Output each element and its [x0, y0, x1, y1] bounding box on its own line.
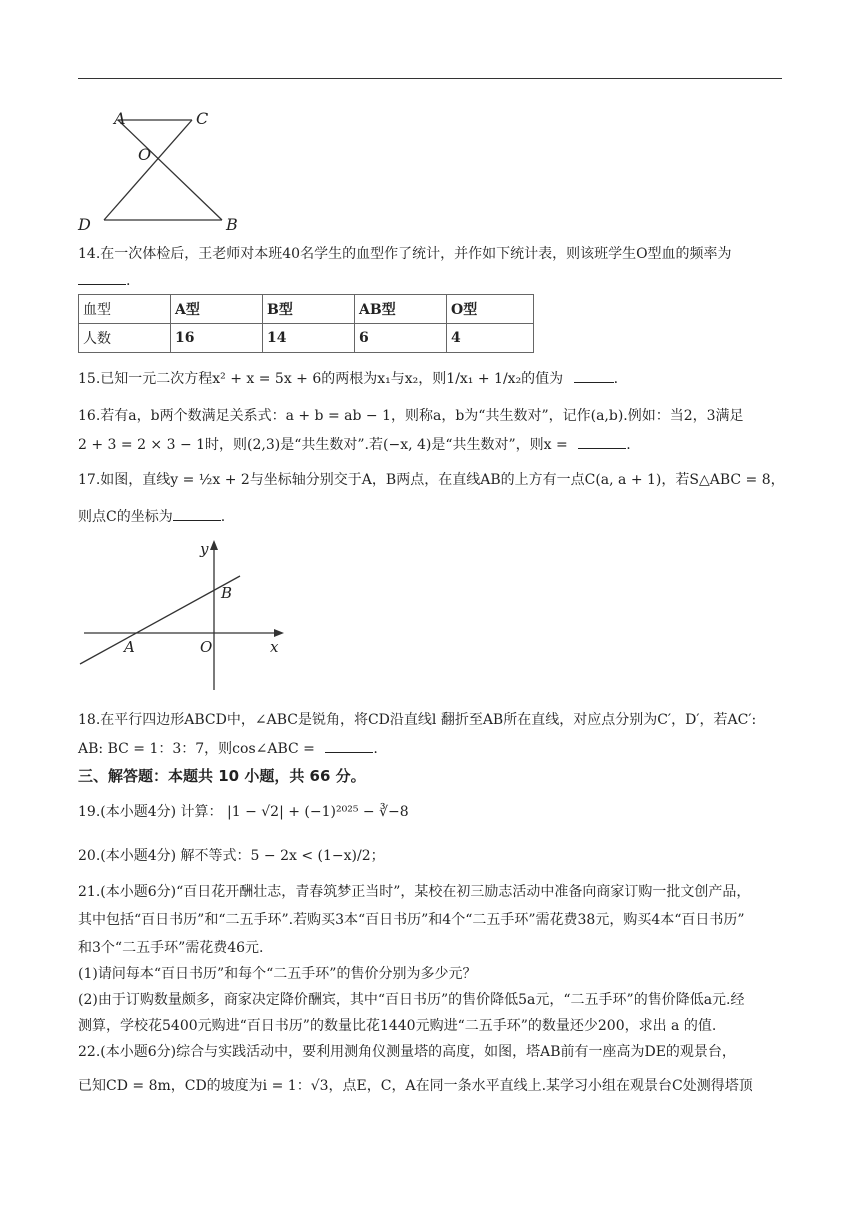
- q22-line1: 22.(本小题6分)综合与实践活动中，要利用测角仪测量塔的高度，如图，塔AB前有一座高为DE的观景台，: [78, 1044, 736, 1060]
- coordinate-figure: [78, 536, 298, 696]
- table-cell: 6: [355, 324, 447, 353]
- answer-blank[interactable]: [173, 506, 221, 521]
- q14-end: .: [126, 273, 131, 289]
- label-a: A: [114, 109, 126, 128]
- table-cell: 4: [447, 324, 534, 353]
- section-title: 三、解答题：本题共 10 小题，共 66 分。: [78, 767, 366, 785]
- q21-sub1: (1)请问每本“百日书历”和每个“二五手环”的售价分别为多少元？: [78, 966, 477, 982]
- q18-end: .: [373, 741, 378, 757]
- table-cell: A型: [171, 295, 263, 324]
- table-cell: 14: [263, 324, 355, 353]
- label-d: D: [78, 215, 91, 234]
- q21-line3: 和3个“二五手环”需花费46元.: [78, 940, 264, 956]
- label-a: A: [124, 638, 135, 656]
- table-cell: B型: [263, 295, 355, 324]
- q17-line2: [78, 506, 225, 527]
- table-row: [79, 295, 534, 324]
- q17-end: .: [220, 509, 226, 525]
- answer-blank[interactable]: [78, 270, 126, 285]
- axis-label-y: y: [200, 540, 209, 558]
- header-rule: [78, 78, 782, 79]
- table-cell: 血型: [79, 295, 171, 324]
- q14-line2: [78, 270, 130, 291]
- answer-blank[interactable]: [578, 434, 626, 449]
- label-o: O: [200, 638, 213, 656]
- q15-line: [78, 368, 618, 389]
- q18-line1: 18.在平行四边形ABCD中，∠ABC是锐角，将CD沿直线l 翻折至AB所在直线，对应点分别为C′，D′，若AC′:: [78, 712, 757, 728]
- triangle-figure: [74, 104, 254, 234]
- table-cell: O型: [447, 295, 534, 324]
- q16-text: 2 + 3 = 2 × 3 − 1时，则(2,3)是“共生数对”.若(−x, 4)是“共生数对”，则x =: [78, 437, 568, 453]
- label-c: C: [196, 109, 209, 128]
- q16-line1: 16.若有a，b两个数满足关系式：a + b = ab − 1，则称a，b为“共生数对”，记作(a,b).例如：当2，3满足: [78, 408, 744, 424]
- label-b: B: [226, 215, 238, 234]
- q16-line2: [78, 434, 631, 455]
- q18-text: AB: BC = 1：3：7，则cos∠ABC =: [78, 741, 315, 757]
- label-b: B: [221, 584, 233, 602]
- answer-blank[interactable]: [325, 738, 373, 753]
- label-o: O: [138, 145, 152, 164]
- q18-line2: [78, 738, 378, 759]
- q22-line2: 已知CD = 8m，CD的坡度为i = 1：√3，点E，C，A在同一条水平直线上.某学习小组在观景台C处测得塔顶: [78, 1078, 753, 1094]
- q17-text: 则点C的坐标为: [78, 509, 173, 525]
- q21-sub2b: 测算，学校花5400元购进“百日书历”的数量比花1440元购进“二五手环”的数量还少200，求出 a 的值.: [78, 1018, 717, 1034]
- axis-label-x: x: [270, 638, 279, 656]
- q20-line: 20.(本小题4分) 解不等式：5 − 2x < (1−x)/2；: [78, 848, 385, 864]
- q21-line1: 21.(本小题6分)“百日花开酬壮志，青春筑梦正当时”，某校在初三励志活动中准备向商家订购一批文创产品，: [78, 884, 751, 900]
- q21-sub2: (2)由于订购数量颇多，商家决定降价酬宾，其中“百日书历”的售价降低5a元，“二五手环”的售价降低a元.经: [78, 992, 745, 1008]
- blood-type-table: [78, 294, 534, 353]
- q19-line: 19.(本小题4分) 计算： |1 − √2| + (−1)²⁰²⁵ − ∛−8: [78, 804, 409, 820]
- q16-end: .: [626, 437, 631, 453]
- table-row: [79, 324, 534, 353]
- q15-text: 15.已知一元二次方程x² + x = 5x + 6的两根为x₁与x₂，则1/x₁ + 1/x₂的值为: [78, 371, 564, 387]
- q15-end: .: [613, 371, 619, 387]
- table-cell: 16: [171, 324, 263, 353]
- q14-line1: 14.在一次体检后，王老师对本班40名学生的血型作了统计，并作如下统计表，则该班学生O型血的频率为: [78, 246, 732, 262]
- q21-line2: 其中包括“百日书历”和“二五手环”.若购买3本“百日书历”和4个“二五手环”需花费38元，购买4本“百日书历”: [78, 912, 745, 928]
- table-cell: AB型: [355, 295, 447, 324]
- table-cell: 人数: [79, 324, 171, 353]
- q17-line1: 17.如图，直线y = ½x + 2与坐标轴分别交于A，B两点，在直线AB的上方有一点C(a, a + 1)，若S△ABC = 8，: [78, 472, 785, 488]
- answer-blank[interactable]: [574, 368, 614, 383]
